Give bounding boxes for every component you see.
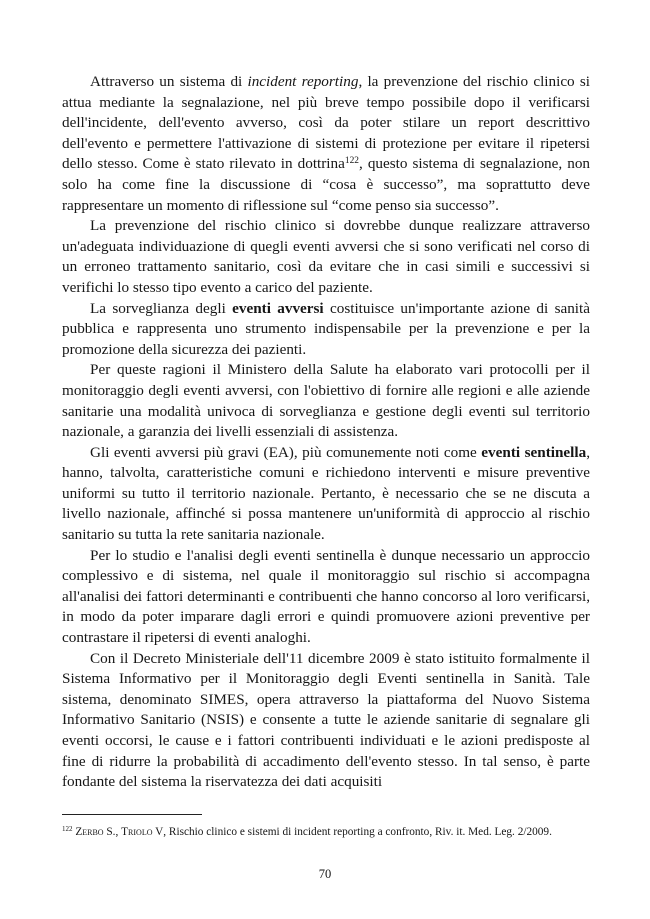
text-run: costituisce un'importante azione di sanità pubblica e rappresenta uno strumento indispensabile per la prevenzione e per la promozione della sicurezza dei pazienti. bbox=[62, 299, 590, 358]
paragraph-7: Con il Decreto Ministeriale dell'11 dicembre 2009 è stato istituito formalmente il Sistema Informativo per il Monitoraggio degli Eventi sentinella in Sanità. Tale sistema, denominato SIMES, opera attraverso la piattaforma del Nuovo Sistema Informativo Sanitario (NSIS) e consente a tutte le aziende sanitarie di segnalare gli eventi occorsi, le cause e i fattori contribuenti individuati e le azioni predisposte al fine di ridurre la probabilità di accadimento dell'evento stesso. In tal senso, è parte fondante del sistema la riservatezza dei dati acquisiti bbox=[62, 649, 590, 791]
text-run: La sorveglianza degli bbox=[90, 299, 233, 317]
main-text bbox=[62, 72, 590, 793]
footnote-author: Zerbo S. bbox=[75, 826, 116, 838]
bold-term: eventi sentinella bbox=[481, 443, 587, 461]
footnote-divider bbox=[62, 814, 202, 815]
text-run: Attraverso un sistema di bbox=[90, 73, 248, 90]
text-run: , la prevenzione del rischio clinico si attua mediante la segnalazione, nel più breve tempo possibile dopo il verificarsi dell'incidente, dell'evento avverso, così da poter stilare un report descrittivo dell'evento e permettere l'attivazione di sistemi di protezione per evitare il ripetersi dello stesso. Come è stato rilevato in dottrina bbox=[62, 73, 590, 173]
paragraph-1 bbox=[62, 72, 590, 216]
text-run: , questo sistema di segnalazione, non solo ha come fine la discussione di “cosa è successo”, ma soprattutto deve rappresentare un momento di riflessione sul “come penso sia successo”. bbox=[62, 155, 591, 214]
paragraph-5 bbox=[62, 443, 590, 546]
footnote-author: Triolo V bbox=[121, 826, 164, 838]
footnote-separator: , bbox=[115, 826, 122, 838]
text-run: Gli eventi avversi più gravi (EA), più comunemente noti come bbox=[90, 443, 482, 461]
text-run: , hanno, talvolta, caratteristiche comuni e richiedono interventi e misure preventive uniformi su tutto il territorio nazionale. Pertanto, è necessario che se ne discuta a livello nazionale, affinché si possa mantenere un'uniformità di approccio al rischio sanitario su tutta la rete sanitaria nazionale. bbox=[62, 443, 590, 544]
bold-term: eventi avversi bbox=[232, 299, 324, 317]
page-number: 70 bbox=[318, 867, 332, 881]
paragraph-3 bbox=[62, 299, 590, 361]
paragraph-4: Per queste ragioni il Ministero della Salute ha elaborato vari protocolli per il monitoraggio degli eventi avversi, con l'obiettivo di fornire alle regioni e alle aziende sanitarie una modalità univoca di sorveglianza e gestione degli eventi sul territorio nazionale, a garanzia dei livelli essenziali di assistenza. bbox=[62, 361, 590, 441]
footnote-number: 122 bbox=[62, 825, 73, 834]
footnote bbox=[62, 824, 590, 840]
paragraph-2: La prevenzione del rischio clinico si dovrebbe dunque realizzare attraverso un'adeguata individuazione di quegli eventi avversi che si sono verificati nel corso di un erroneo trattamento sanitario, così da evitare che in casi simili e successivi si verifichi lo stesso tipo evento a carico del paziente. bbox=[62, 217, 590, 296]
italic-term: incident reporting bbox=[247, 73, 359, 90]
footnote-reference: 122 bbox=[344, 156, 359, 167]
paragraph-6: Per lo studio e l'analisi degli eventi sentinella è dunque necessario un approccio complessivo e di sistema, nel quale il monitoraggio sul rischio si accompagna all'analisi dei fattori determinanti e contribuenti che hanno concorso al loro verificarsi, in modo da poter imparare dagli errori e quindi promuovere azioni preventive per contrastare il ripetersi di eventi analoghi. bbox=[62, 546, 590, 647]
footnote-text: , Rischio clinico e sistemi di incident reporting a confronto, Riv. it. Med. Leg. 2/2009. bbox=[163, 826, 552, 838]
